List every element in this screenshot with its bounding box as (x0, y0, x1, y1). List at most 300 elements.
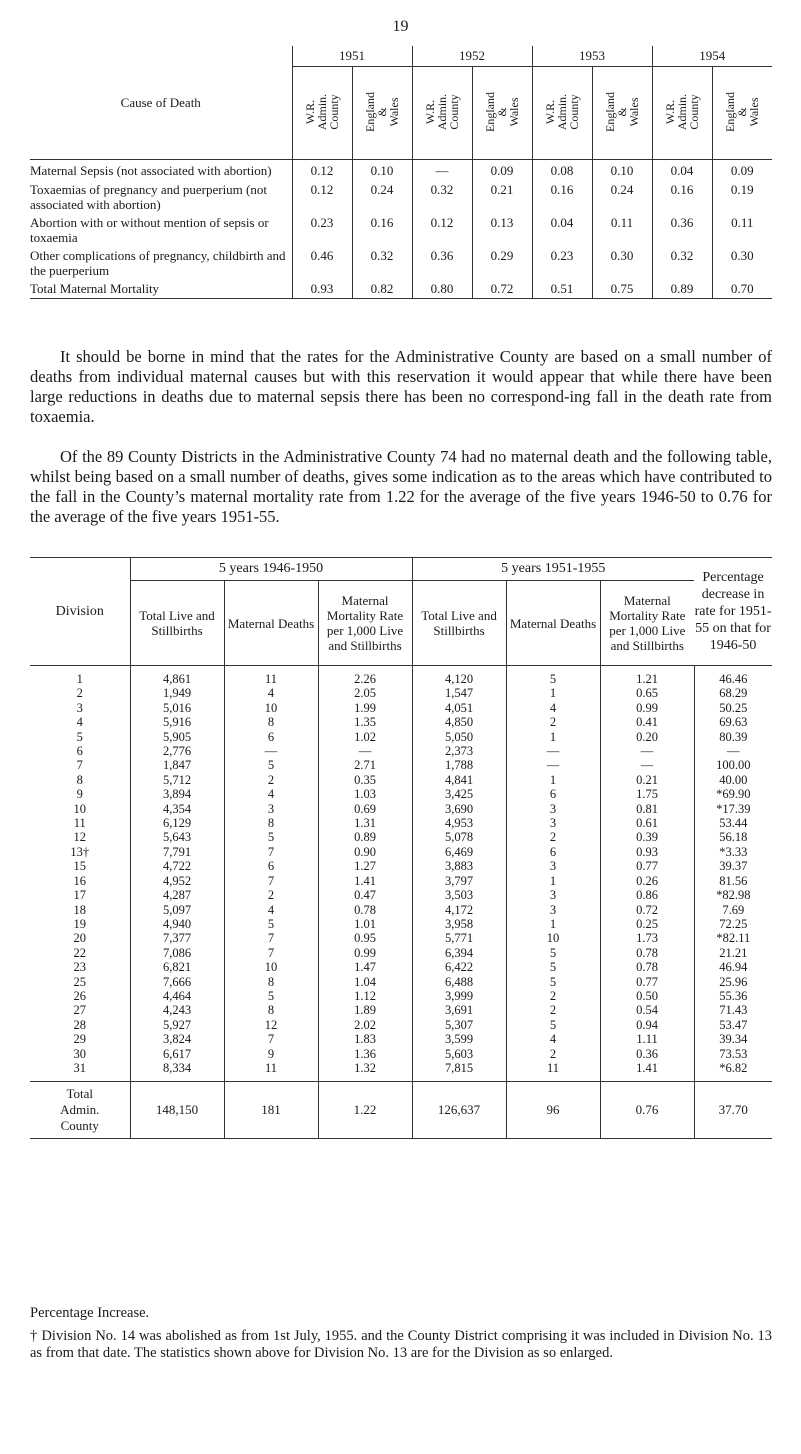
rate-cell: 0.10 (592, 160, 652, 180)
division-cell: — (224, 744, 318, 758)
division-cell: 0.35 (318, 773, 412, 787)
total-cell: 96 (506, 1082, 600, 1139)
division-cell: 1 (506, 917, 600, 931)
rate-cell: 0.46 (292, 245, 352, 278)
division-cell: 46.94 (694, 960, 772, 974)
col-ew-header: England & Wales (723, 92, 762, 132)
division-cell: 4,850 (412, 715, 506, 729)
cause-label: Other complications of pregnancy, childbirth and the puerperium (30, 248, 286, 278)
division-cell: 0.69 (318, 802, 412, 816)
division-cell: 1.21 (600, 666, 694, 687)
division-cell: 5,771 (412, 931, 506, 945)
rate-cell: 0.23 (292, 212, 352, 245)
rate-cell: 0.24 (352, 179, 412, 212)
division-cell: 3,690 (412, 802, 506, 816)
division-cell: 0.21 (600, 773, 694, 787)
division-cell: 4 (506, 701, 600, 715)
division-cell: 5,916 (130, 715, 224, 729)
division-cell: 6,821 (130, 960, 224, 974)
division-cell: 0.99 (318, 946, 412, 960)
division-cell: *3.33 (694, 845, 772, 859)
division-cell: — (600, 744, 694, 758)
division-number: 13† (70, 844, 90, 859)
division-cell: 8 (224, 1003, 318, 1017)
rate-cell: 0.13 (472, 212, 532, 245)
rate-cell: 0.32 (352, 245, 412, 278)
division-row (30, 666, 772, 687)
division-cell: 25.96 (694, 975, 772, 989)
division-row (30, 874, 772, 888)
group-header-1951-55: 5 years 1951-1955 (412, 558, 694, 581)
division-number: 23 (73, 960, 86, 975)
cause-row (30, 278, 772, 299)
rate-cell: 0.89 (652, 278, 712, 299)
division-cell: 53.44 (694, 816, 772, 830)
division-cell: 0.72 (600, 903, 694, 917)
division-cell: 2 (506, 1047, 600, 1061)
division-row (30, 960, 772, 974)
division-cell: 8,334 (130, 1061, 224, 1082)
division-number: 10 (73, 801, 86, 816)
rate-cell: 0.72 (472, 278, 532, 299)
division-cell: *82.98 (694, 888, 772, 902)
rate-cell: 0.09 (472, 160, 532, 180)
division-cell: 5 (224, 830, 318, 844)
division-cell: 100.00 (694, 758, 772, 772)
division-cell: 1,788 (412, 758, 506, 772)
division-cell: 1.31 (318, 816, 412, 830)
division-cell: 4,354 (130, 802, 224, 816)
division-cell: 5 (224, 989, 318, 1003)
division-cell: 5,016 (130, 701, 224, 715)
division-cell: 2.71 (318, 758, 412, 772)
division-cell: *82.11 (694, 931, 772, 945)
rate-cell: 0.30 (712, 245, 772, 278)
rate-cell: 0.12 (412, 212, 472, 245)
year-header: 1952 (412, 46, 532, 67)
division-cell: 1.27 (318, 859, 412, 873)
division-cell: 56.18 (694, 830, 772, 844)
division-number: 29 (73, 1032, 86, 1047)
division-cell: 21.21 (694, 946, 772, 960)
division-cell: 2 (506, 830, 600, 844)
year-header: 1951 (292, 46, 412, 67)
division-cell: 39.37 (694, 859, 772, 873)
division-row (30, 1032, 772, 1046)
division-cell: 0.77 (600, 859, 694, 873)
division-cell: 4,841 (412, 773, 506, 787)
rate-cell: 0.80 (412, 278, 472, 299)
division-cell: 2.26 (318, 666, 412, 687)
rate-cell: 0.93 (292, 278, 352, 299)
division-cell: 5,078 (412, 830, 506, 844)
division-cell: 11 (224, 666, 318, 687)
division-cell: 3 (506, 802, 600, 816)
division-row (30, 917, 772, 931)
division-cell: 1.41 (600, 1061, 694, 1082)
division-cell: 1.03 (318, 787, 412, 801)
division-cell: 0.54 (600, 1003, 694, 1017)
division-cell: 7,666 (130, 975, 224, 989)
division-cell: 73.53 (694, 1047, 772, 1061)
division-cell: 55.36 (694, 989, 772, 1003)
division-cell: *6.82 (694, 1061, 772, 1082)
division-cell: 1.73 (600, 931, 694, 945)
division-cell: 1 (506, 874, 600, 888)
division-cell: 4 (506, 1032, 600, 1046)
division-row (30, 701, 772, 715)
division-cell: 1.04 (318, 975, 412, 989)
total-cell: 0.76 (600, 1082, 694, 1139)
division-cell: 0.78 (600, 960, 694, 974)
rate-cell: 0.29 (472, 245, 532, 278)
cause-header: Cause of Death (30, 46, 292, 160)
division-cell: 2 (506, 989, 600, 1003)
division-cell: 5 (224, 758, 318, 772)
cause-label: Total Maternal Mortality (30, 278, 292, 299)
deaths-header: Maternal Deaths (224, 581, 318, 666)
rate-cell: 0.12 (292, 160, 352, 180)
rate-cell: 0.24 (592, 179, 652, 212)
division-cell: 4,120 (412, 666, 506, 687)
division-cell: 1.35 (318, 715, 412, 729)
division-number: 2 (76, 686, 83, 701)
division-cell: 3 (506, 859, 600, 873)
division-cell: 2 (506, 1003, 600, 1017)
division-cell: 1,847 (130, 758, 224, 772)
division-cell: 0.26 (600, 874, 694, 888)
rate-cell: 0.08 (532, 160, 592, 180)
division-number: 20 (73, 931, 86, 946)
division-number: 1 (76, 672, 83, 686)
division-cell: 5,905 (130, 730, 224, 744)
division-number: 7 (76, 758, 83, 773)
division-number: 22 (73, 945, 86, 960)
rate-cell: 0.36 (652, 212, 712, 245)
division-row (30, 686, 772, 700)
division-cell: 0.93 (600, 845, 694, 859)
rate-cell: 0.16 (532, 179, 592, 212)
division-cell: 10 (224, 960, 318, 974)
division-cell: 69.63 (694, 715, 772, 729)
division-cell: 0.50 (600, 989, 694, 1003)
division-cell: 3 (506, 888, 600, 902)
division-row (30, 1018, 772, 1032)
division-number: 17 (73, 888, 86, 903)
division-row (30, 744, 772, 758)
division-cell: 1 (506, 773, 600, 787)
total-cell: 126,637 (412, 1082, 506, 1139)
division-cell: 0.81 (600, 802, 694, 816)
division-cell: 4,940 (130, 917, 224, 931)
deaths-header: Maternal Deaths (506, 581, 600, 666)
division-cell: 4 (224, 686, 318, 700)
division-cell: 81.56 (694, 874, 772, 888)
division-cell: 71.43 (694, 1003, 772, 1017)
division-cell: 6 (224, 730, 318, 744)
division-cell: 5,712 (130, 773, 224, 787)
division-cell: 5,050 (412, 730, 506, 744)
division-cell: 7,086 (130, 946, 224, 960)
rate-cell: 0.16 (352, 212, 412, 245)
total-label: Total Admin. County (30, 1082, 130, 1139)
rate-cell: 0.19 (712, 179, 772, 212)
division-number: 11 (73, 816, 86, 831)
total-cell: 1.22 (318, 1082, 412, 1139)
division-cell: 0.89 (318, 830, 412, 844)
rate-cell: 0.30 (592, 245, 652, 278)
rate-header: Maternal Mortality Rate per 1,000 Live and Stillbirths (600, 581, 694, 666)
cause-row (30, 160, 772, 180)
division-cell: 3,425 (412, 787, 506, 801)
division-cell: 1.99 (318, 701, 412, 715)
cause-label: Toxaemias of pregnancy and puerperium (not associated with abortion) (30, 182, 267, 212)
division-number: 30 (73, 1046, 86, 1061)
rate-cell: 0.23 (532, 245, 592, 278)
division-cell: 1.83 (318, 1032, 412, 1046)
division-cell: 3,599 (412, 1032, 506, 1046)
division-cell: 8 (224, 816, 318, 830)
division-cell: 4,287 (130, 888, 224, 902)
division-cell: 2 (224, 888, 318, 902)
division-number: 18 (73, 902, 86, 917)
division-cell: 6 (224, 859, 318, 873)
division-number: 27 (73, 1003, 86, 1018)
division-cell: 0.20 (600, 730, 694, 744)
division-cell: 1.12 (318, 989, 412, 1003)
division-cell: 4 (224, 903, 318, 917)
division-cell: 0.47 (318, 888, 412, 902)
division-row (30, 758, 772, 772)
division-cell: 5,603 (412, 1047, 506, 1061)
division-cell: 6,394 (412, 946, 506, 960)
division-row (30, 859, 772, 873)
division-cell: 5,643 (130, 830, 224, 844)
division-cell: 1.75 (600, 787, 694, 801)
division-cell: 0.99 (600, 701, 694, 715)
cause-label: Abortion with or without mention of sepsis or toxaemia (30, 215, 269, 245)
division-cell: 0.78 (600, 946, 694, 960)
division-cell: 4,953 (412, 816, 506, 830)
division-cell: 4,861 (130, 666, 224, 687)
division-cell: 50.25 (694, 701, 772, 715)
division-cell: 5 (506, 975, 600, 989)
division-cell: 6,422 (412, 960, 506, 974)
division-cell: 3,824 (130, 1032, 224, 1046)
rate-cell: 0.70 (712, 278, 772, 299)
rate-cell: 0.75 (592, 278, 652, 299)
page-number: 19 (392, 18, 409, 35)
division-cell: 0.86 (600, 888, 694, 902)
division-row (30, 946, 772, 960)
division-cell: — (600, 758, 694, 772)
division-cell: 6 (506, 845, 600, 859)
total-cell: 181 (224, 1082, 318, 1139)
rate-cell: 0.32 (652, 245, 712, 278)
division-cell: 0.90 (318, 845, 412, 859)
division-cell: 3,503 (412, 888, 506, 902)
division-number: 31 (73, 1060, 86, 1075)
division-row (30, 975, 772, 989)
footnotes (30, 1305, 772, 1368)
division-cell: 0.39 (600, 830, 694, 844)
rate-cell: 0.11 (592, 212, 652, 245)
division-cell: — (318, 744, 412, 758)
division-row (30, 845, 772, 859)
division-cell: 3,894 (130, 787, 224, 801)
division-cell: 5 (506, 1018, 600, 1032)
division-cell: 5 (506, 960, 600, 974)
division-cell: 3 (506, 903, 600, 917)
total-cell: 37.70 (694, 1082, 772, 1139)
rate-cell: 0.36 (412, 245, 472, 278)
division-cell: 1.36 (318, 1047, 412, 1061)
col-wr-header: W.R. Admin. County (543, 93, 581, 131)
col-ew-header: England & Wales (483, 92, 521, 132)
division-cell: 5,927 (130, 1018, 224, 1032)
division-number: 6 (76, 744, 83, 759)
division-number: 16 (73, 873, 86, 888)
division-cell: 2 (506, 715, 600, 729)
division-cell: 7 (224, 874, 318, 888)
division-header: Division (30, 558, 130, 666)
division-cell: 4,464 (130, 989, 224, 1003)
division-cell: 8 (224, 975, 318, 989)
division-cell: 8 (224, 715, 318, 729)
footnote-star: Percentage Increase. (30, 1305, 150, 1321)
division-cell: 0.25 (600, 917, 694, 931)
division-number: 15 (73, 859, 86, 874)
division-number: 5 (76, 729, 83, 744)
division-cell: 1.02 (318, 730, 412, 744)
division-number: 3 (76, 700, 83, 715)
division-row (30, 715, 772, 729)
division-cell: 1.11 (600, 1032, 694, 1046)
division-cell: 3,883 (412, 859, 506, 873)
division-cell: — (694, 744, 772, 758)
rate-cell: 0.16 (652, 179, 712, 212)
rate-cell: 0.32 (412, 179, 472, 212)
division-cell: 6,469 (412, 845, 506, 859)
rate-cell: 0.10 (352, 160, 412, 180)
year-header: 1953 (532, 46, 652, 67)
division-cell: 39.34 (694, 1032, 772, 1046)
division-mortality-table (30, 557, 772, 1139)
rate-cell: 0.51 (532, 278, 592, 299)
division-cell: 3 (224, 802, 318, 816)
cause-row (30, 179, 772, 212)
division-row (30, 888, 772, 902)
division-row (30, 931, 772, 945)
division-cell: 0.65 (600, 686, 694, 700)
division-cell: 1.89 (318, 1003, 412, 1017)
division-row (30, 1047, 772, 1061)
total-row (30, 1082, 772, 1139)
division-cell: 3,797 (412, 874, 506, 888)
rate-cell: 0.11 (712, 212, 772, 245)
cause-row (30, 245, 772, 278)
division-cell: 11 (224, 1061, 318, 1082)
division-cell: 5 (506, 946, 600, 960)
division-cell: 3,958 (412, 917, 506, 931)
division-row (30, 787, 772, 801)
births-header: Total Live and Stillbirths (130, 581, 224, 666)
paragraph-reservation: It should be borne in mind that the rates for the Administrative County are based on a small number of deaths from individual maternal causes but with this reservation it would appear that while there have been large reductions in deaths due to maternal sepsis there has been no correspond-ing fall in the death rate from toxaemia. (30, 347, 772, 426)
division-cell: 46.46 (694, 666, 772, 687)
division-cell: 10 (506, 931, 600, 945)
division-cell: 5,097 (130, 903, 224, 917)
division-cell: 1,949 (130, 686, 224, 700)
division-cell: 0.61 (600, 816, 694, 830)
division-cell: 53.47 (694, 1018, 772, 1032)
division-cell: 10 (224, 701, 318, 715)
division-row (30, 903, 772, 917)
division-cell: 9 (224, 1047, 318, 1061)
division-number: 4 (76, 715, 83, 730)
division-cell: 1.01 (318, 917, 412, 931)
rate-cell: — (412, 160, 472, 180)
births-header: Total Live and Stillbirths (412, 581, 506, 666)
paragraph-districts: Of the 89 County Districts in the Administrative County 74 had no maternal death and the following table, whilst being based on a small number of deaths, gives some indication as to the areas which have contributed to the fall in the County’s maternal mortality rate from 1.22 for the average of the five years 1946-50 to 0.76 for the average of the five years 1951-55. (30, 447, 772, 526)
division-cell: *69.90 (694, 787, 772, 801)
division-number: 8 (76, 772, 83, 787)
division-cell: 4,952 (130, 874, 224, 888)
division-cell: 1 (506, 730, 600, 744)
division-cell: 80.39 (694, 730, 772, 744)
division-cell: 1 (506, 686, 600, 700)
division-cell: 0.36 (600, 1047, 694, 1061)
division-cell: — (506, 758, 600, 772)
group-header-1946-50: 5 years 1946-1950 (130, 558, 412, 581)
division-row (30, 816, 772, 830)
footnote-dagger: † Division No. 14 was abolished as from 1st July, 1955. and the County District comprising it was included in Division No. 13 as from that date. The statistics shown above for Division No. 13 are for the Division as so enlarged. (30, 1328, 772, 1361)
division-number: 26 (73, 988, 86, 1003)
cause-row (30, 212, 772, 245)
percentage-header: Percentage decrease in rate for 1951-55 on that for 1946-50 (694, 558, 772, 666)
division-number: 12 (73, 830, 86, 845)
division-cell: 40.00 (694, 773, 772, 787)
division-cell: 4,051 (412, 701, 506, 715)
division-cell: 11 (506, 1061, 600, 1082)
division-cell: 2.05 (318, 686, 412, 700)
division-cell: 3,999 (412, 989, 506, 1003)
rate-cell: 0.21 (472, 179, 532, 212)
division-cell: 2,373 (412, 744, 506, 758)
cause-label: Maternal Sepsis (not associated with abortion) (30, 163, 272, 178)
division-cell: 1.47 (318, 960, 412, 974)
rate-cell: 0.09 (712, 160, 772, 180)
division-cell: *17.39 (694, 802, 772, 816)
division-cell: 1.41 (318, 874, 412, 888)
division-cell: 7,377 (130, 931, 224, 945)
division-cell: 5,307 (412, 1018, 506, 1032)
division-cell: 7 (224, 845, 318, 859)
division-cell: 2.02 (318, 1018, 412, 1032)
division-row (30, 989, 772, 1003)
rate-header: Maternal Mortality Rate per 1,000 Live and Stillbirths (318, 581, 412, 666)
division-cell: — (506, 744, 600, 758)
division-cell: 0.78 (318, 903, 412, 917)
total-cell: 148,150 (130, 1082, 224, 1139)
division-number: 19 (73, 916, 86, 931)
division-row (30, 802, 772, 816)
division-number: 28 (73, 1017, 86, 1032)
division-row (30, 773, 772, 787)
division-number: 9 (76, 787, 83, 802)
year-header: 1954 (652, 46, 772, 67)
division-cell: 6,488 (412, 975, 506, 989)
division-cell: 0.95 (318, 931, 412, 945)
